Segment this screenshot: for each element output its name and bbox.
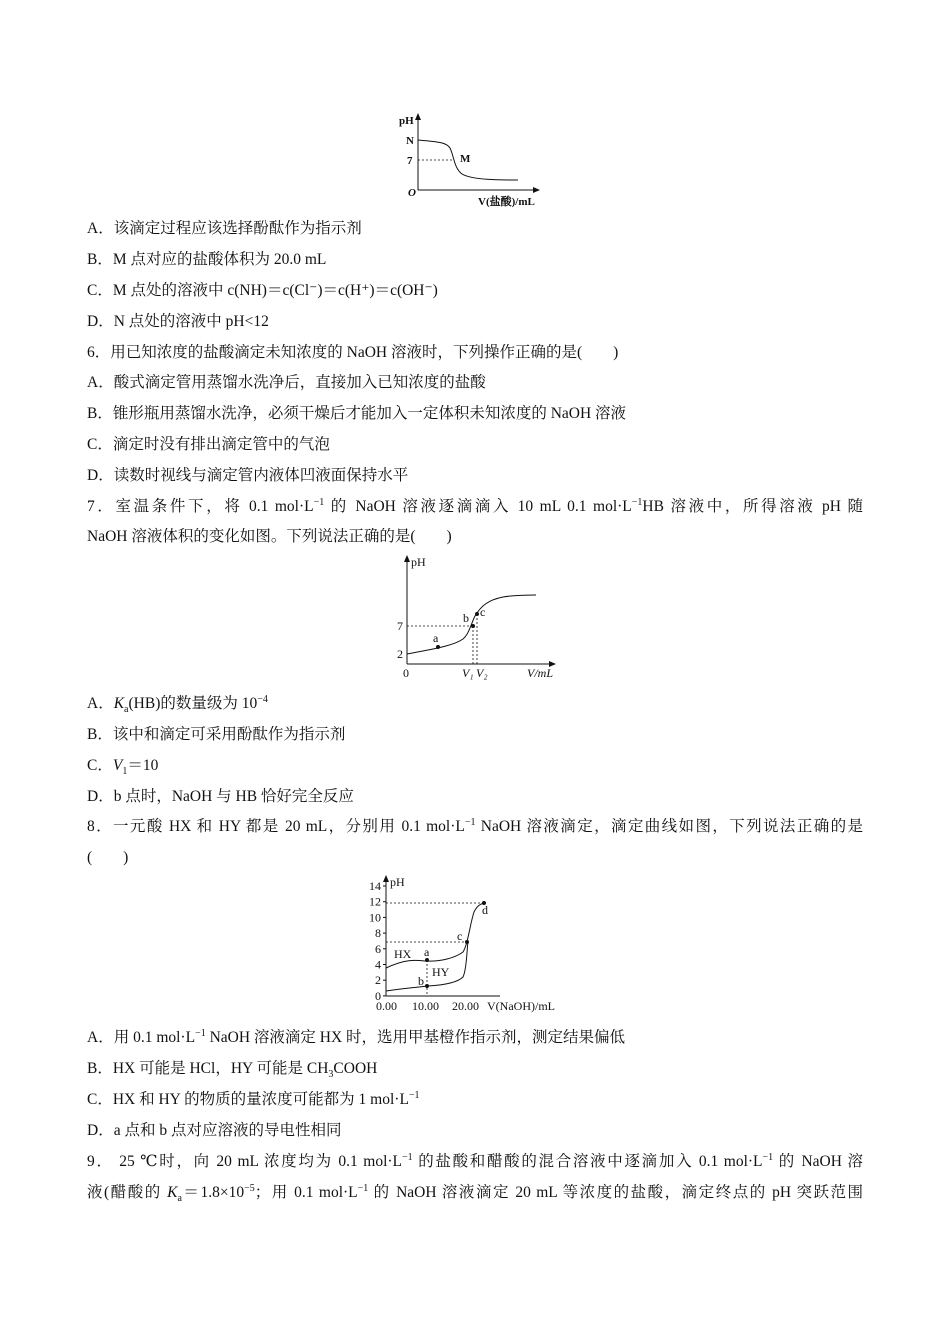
q7-option-c — [87, 756, 158, 776]
q9-part3: 的 NaOH 溶 — [773, 1153, 863, 1170]
x-axis-label: V(盐酸)/mL — [478, 196, 535, 208]
q9-part4: 液(醋酸的 — [87, 1184, 168, 1201]
point-a-label: a — [424, 945, 430, 959]
y-tick-label: 14 — [369, 879, 381, 893]
x-axis-arrow — [533, 187, 540, 193]
point-b — [425, 984, 429, 988]
superscript: −1 — [631, 496, 643, 508]
q8-option-b-part1: B．HX 可能是 HCl，HY 可能是 CH — [87, 1060, 329, 1077]
q7-option-a — [87, 694, 268, 714]
point-c — [475, 612, 479, 616]
q8-stem-line1 — [87, 817, 863, 837]
y-axis-label: pH — [390, 875, 405, 889]
q6-option-a: A．酸式滴定管用蒸馏水洗净后，直接加入已知浓度的盐酸 — [87, 374, 486, 391]
y-tick-label: 10 — [369, 910, 381, 925]
figure-hx-hy-titration — [360, 874, 590, 1020]
point-c-label: c — [480, 605, 486, 619]
q7-stem-part3: HB 溶液中，所得溶液 pH 随 — [642, 498, 863, 515]
y-tick-label: 12 — [369, 894, 381, 909]
y-axis-arrow — [404, 555, 410, 562]
superscript: −1 — [402, 1151, 413, 1163]
q5-option-b: B．M 点对应的盐酸体积为 20.0 mL — [87, 251, 327, 268]
subscript: a — [124, 704, 129, 716]
y-axis-arrow — [415, 113, 421, 120]
q9-stem-line1 — [87, 1152, 863, 1172]
q8-option-a — [87, 1028, 625, 1048]
q8-option-c-text: C．HX 和 HY 的物质的量浓度可能都为 1 mol·L — [87, 1091, 409, 1108]
q9-part1: 9． 25 ℃时，向 20 mL 浓度均为 0.1 mol·L — [87, 1153, 403, 1170]
q6-option-b: B．锥形瓶用蒸馏水洗净，必须干燥后才能加入一定体积未知浓度的 NaOH 溶液 — [87, 405, 627, 422]
superscript: −1 — [408, 1089, 420, 1101]
q7-stem-line1 — [87, 497, 863, 517]
q9-part6: ；用 0.1 mol·L — [254, 1184, 358, 1201]
q8-option-d: D．a 点和 b 点对应溶液的导电性相同 — [87, 1122, 342, 1139]
figure-ph-vs-naoh-hb — [393, 554, 573, 684]
q8-option-c — [87, 1090, 420, 1110]
x-axis-label: V/mL — [527, 666, 554, 680]
q7-stem-line2: NaOH 溶液体积的变化如图。下列说法正确的是( ) — [87, 528, 452, 545]
y-tick-label: 0 — [375, 988, 381, 1003]
point-b — [471, 624, 475, 628]
x-tick-v2: V₂ — [476, 666, 488, 680]
q7-stem-part2: 的 NaOH 溶液逐滴滴入 10 mL 0.1 mol·L — [324, 498, 632, 515]
series-hy-label: HY — [432, 965, 450, 979]
q9-part2: 的盐酸和醋酸的混合溶液中逐滴加入 0.1 mol·L — [412, 1153, 763, 1170]
y-tick-label: 6 — [375, 941, 381, 956]
q5-option-c-prefix: C．M 点处的溶液中 — [87, 282, 228, 299]
q7-option-c-prefix: C． — [87, 757, 113, 774]
tick-2: 2 — [397, 647, 403, 661]
tick-7: 7 — [397, 619, 403, 633]
superscript: −4 — [257, 693, 268, 705]
q5-option-c-body: c(NH)＝c(Cl⁻)＝c(H⁺)＝c(OH⁻) — [227, 282, 438, 299]
y-tick-label: 8 — [375, 926, 381, 941]
tick-7: 7 — [407, 155, 413, 167]
y-ticks — [369, 879, 386, 1003]
y-axis-label: pH — [399, 115, 414, 127]
q8-stem-part1: 8．一元酸 HX 和 HY 都是 20 mL，分别用 0.1 mol·L — [87, 818, 465, 835]
subscript: a — [177, 1193, 182, 1205]
q7-option-b: B．该中和滴定可采用酚酞作为指示剂 — [87, 726, 346, 743]
point-d-label: d — [482, 903, 488, 917]
q9-stem-line2 — [87, 1183, 863, 1203]
q6-option-c: C．滴定时没有排出滴定管中的气泡 — [87, 436, 330, 453]
q7-option-c-v: V — [112, 757, 123, 774]
point-a-label: a — [433, 631, 439, 645]
q8-option-a-part1: A．用 0.1 mol·L — [87, 1029, 196, 1046]
subscript: 1 — [122, 766, 128, 778]
superscript: −1 — [464, 816, 476, 828]
q7-option-a-k: K — [113, 695, 125, 712]
x-tick-20: 20.00 — [452, 999, 479, 1013]
q6-stem: 6．用已知浓度的盐酸滴定未知浓度的 NaOH 溶液时，下列操作正确的是( ) — [87, 344, 619, 361]
subscript: 3 — [328, 1069, 334, 1081]
superscript: −5 — [244, 1182, 255, 1194]
point-b-label: b — [463, 611, 469, 625]
y-tick-label: 4 — [375, 957, 381, 972]
q8-stem-line2: ( ) — [87, 849, 129, 866]
q9-part7: 的 NaOH 溶液滴定 20 mL 等浓度的盐酸，滴定终点的 pH 突跃范围 — [368, 1184, 863, 1201]
q9-k: K — [167, 1184, 178, 1201]
point-c-label: c — [457, 929, 463, 943]
origin-label: 0 — [403, 666, 409, 680]
q5-option-d: D．N 点处的溶液中 pH<12 — [87, 313, 269, 330]
x-tick-10: 10.00 — [412, 999, 439, 1013]
y-tick-label: 2 — [375, 973, 381, 988]
superscript: −1 — [762, 1151, 774, 1163]
y-axis-arrow — [383, 875, 389, 882]
x-tick-v1: V₁ — [462, 666, 474, 680]
y-axis-label: pH — [411, 555, 426, 569]
q5-option-a: A．该滴定过程应该选择酚酞作为指示剂 — [87, 220, 362, 237]
figure-ph-vs-hcl — [390, 112, 560, 212]
q8-stem-part2: NaOH 溶液滴定，滴定曲线如图，下列说法正确的是 — [475, 818, 864, 835]
q5-option-c — [87, 281, 438, 301]
q9-part5: ＝1.8×10 — [181, 1184, 245, 1201]
tick-N: N — [406, 135, 414, 147]
superscript: −1 — [195, 1027, 206, 1039]
point-c — [465, 940, 469, 944]
point-a — [436, 645, 440, 649]
q6-option-d: D．读数时视线与滴定管内液体凹液面保持水平 — [87, 467, 409, 484]
q7-stem-part1: 7．室温条件下，将 0.1 mol·L — [87, 498, 314, 515]
titration-curve — [407, 595, 536, 654]
q7-option-a-text: (HB)的数量级为 10 — [128, 695, 258, 712]
origin-label: O — [408, 187, 416, 199]
superscript: −1 — [313, 496, 325, 508]
q7-option-c-text: ＝10 — [127, 757, 159, 774]
q8-option-a-part2: NaOH 溶液滴定 HX 时，选用甲基橙作指示剂，测定结果偏低 — [205, 1029, 626, 1046]
x-tick-0: 0.00 — [376, 999, 397, 1013]
series-hx-label: HX — [394, 947, 412, 961]
q7-option-a-prefix: A． — [87, 695, 114, 712]
q7-option-d: D．b 点时，NaOH 与 HB 恰好完全反应 — [87, 788, 354, 805]
q8-option-b — [87, 1059, 377, 1079]
q8-option-b-part2: COOH — [333, 1060, 378, 1077]
point-M-label: M — [460, 153, 471, 165]
x-axis-label: V(NaOH)/mL — [487, 999, 555, 1013]
point-b-label: b — [418, 974, 424, 988]
superscript: −1 — [357, 1182, 369, 1194]
